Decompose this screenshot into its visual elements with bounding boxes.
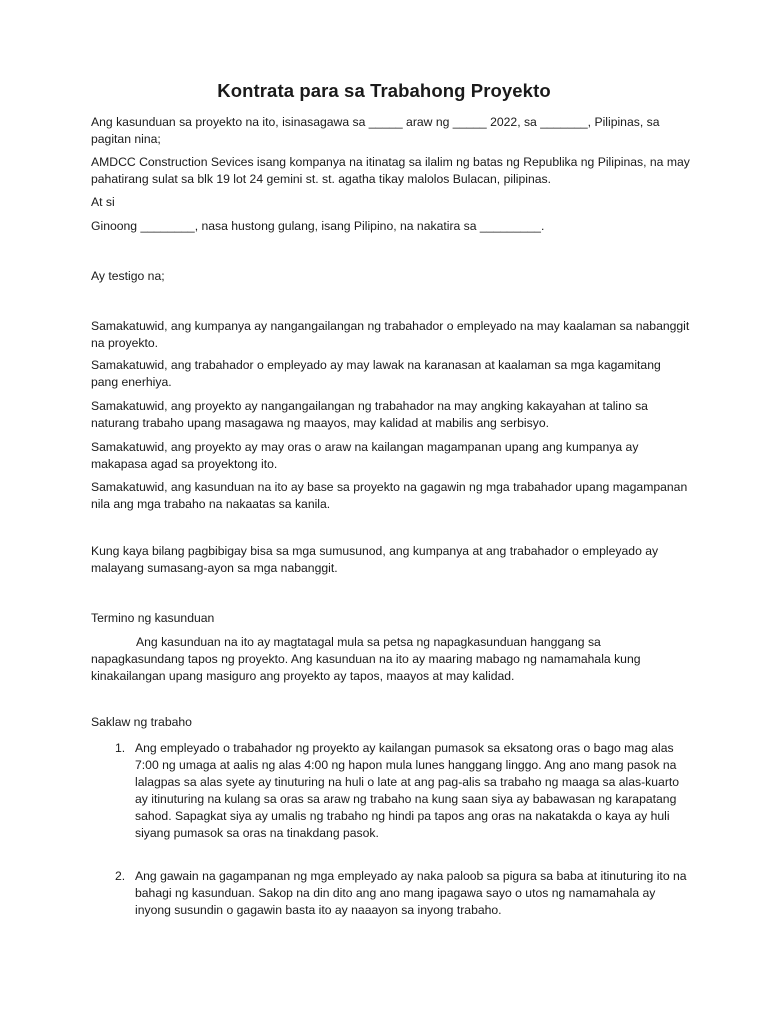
paragraph-termino: Ang kasunduan na ito ay magtatagal mula sa petsa ng napagkasunduan hanggang sa napagkasundang tapos ng proyekto. Ang kasunduan na ito ay maaring mabago ng namamahala kung kinakailangan upang masiguro ang proyekto ay tapos, maayos at may kalidad. xyxy=(91,635,641,683)
paragraph-intro: Ang kasunduan sa proyekto na ito, isinasagawa sa _____ araw ng _____ 2022, sa _______, Pilipinas, sa pagitan nina; xyxy=(91,115,660,146)
list-item-number: 1. xyxy=(115,741,126,755)
paragraph-samakatuwid-5: Samakatuwid, ang kasunduan na ito ay base sa proyekto na gagawin ng mga trabahador upang magampanan nila ang mga trabaho na nakaatas sa kanila. xyxy=(91,480,688,511)
paragraph-samakatuwid-4: Samakatuwid, ang proyekto ay may oras o araw na kailangan magampanan upang ang kumpanya ay makapasa agad sa proyektong ito. xyxy=(91,440,639,471)
paragraph-company: AMDCC Construction Sevices isang kompanya na itinatag sa ilalim ng batas ng Republika ng Pilipinas, na may pahatirang sulat sa blk 19 lot 24 gemini st. st. agatha tikay malolos Bulacan, pilipinas. xyxy=(91,155,690,186)
paragraph-testigo: Ay testigo na; xyxy=(91,269,165,283)
section-heading-termino: Termino ng kasunduan xyxy=(91,611,215,625)
paragraph-samakatuwid-2: Samakatuwid, ang trabahador o empleyado ay may lawak na karanasan at kaalaman sa mga kagamitang pang enerhiya. xyxy=(91,358,661,389)
paragraph-samakatuwid-1: Samakatuwid, ang kumpanya ay nangangailangan ng trabahador o empleyado na may kaalaman sa nabanggit na proyekto. xyxy=(91,319,690,350)
list-item-text: Ang gawain na gagampanan ng mga empleyado ay naka paloob sa pigura sa baba at itinuturing ito na bahagi ng kasunduan. Sakop na din dito ang ano mang ipagawa sayo o utos ng namamahala ay inyong susundin o gagawin basta ito ay naaayon sa inyong trabaho. xyxy=(135,869,687,917)
section-heading-saklaw: Saklaw ng trabaho xyxy=(91,715,192,729)
paragraph-ginoong: Ginoong ________, nasa hustong gulang, isang Pilipino, na nakatira sa _________. xyxy=(91,219,545,233)
list-item-number: 2. xyxy=(115,869,126,883)
paragraph-samakatuwid-3: Samakatuwid, ang proyekto ay nangangailangan ng trabahador na may angking kakayahan at talino sa naturang trabaho upang masagawa ng maayos, may kalidad at mabilis ang serbisyo. xyxy=(91,399,648,430)
list-item-text: Ang empleyado o trabahador ng proyekto ay kailangan pumasok sa eksatong oras o bago mag alas 7:00 ng umaga at aalis ng alas 4:00 ng hapon mula lunes hanggang linggo. Ang ano mang pasok na lalagpas sa alas syete ay tinuturing na huli o late at ang pag-alis sa trabaho ng maaga sa alas-kuarto ay itinuturing na kulang sa oras sa araw ng trabaho na kung saan siya ay babawasan ng karapatang sahod. Sapagkat siya ay umalis ng trabaho ng hindi pa tapos ang oras na nakatakda o kaya ay huli siyang pumasok sa oras na tinakdang pasok. xyxy=(135,741,680,840)
paragraph-at-si: At si xyxy=(91,195,115,209)
document-title: Kontrata para sa Trabahong Proyekto xyxy=(217,80,551,101)
paragraph-kung-kaya: Kung kaya bilang pagbibigay bisa sa mga sumusunod, ang kumpanya at ang trabahador o empleyado ay malayang sumasang-ayon sa mga nabanggit. xyxy=(91,544,659,575)
